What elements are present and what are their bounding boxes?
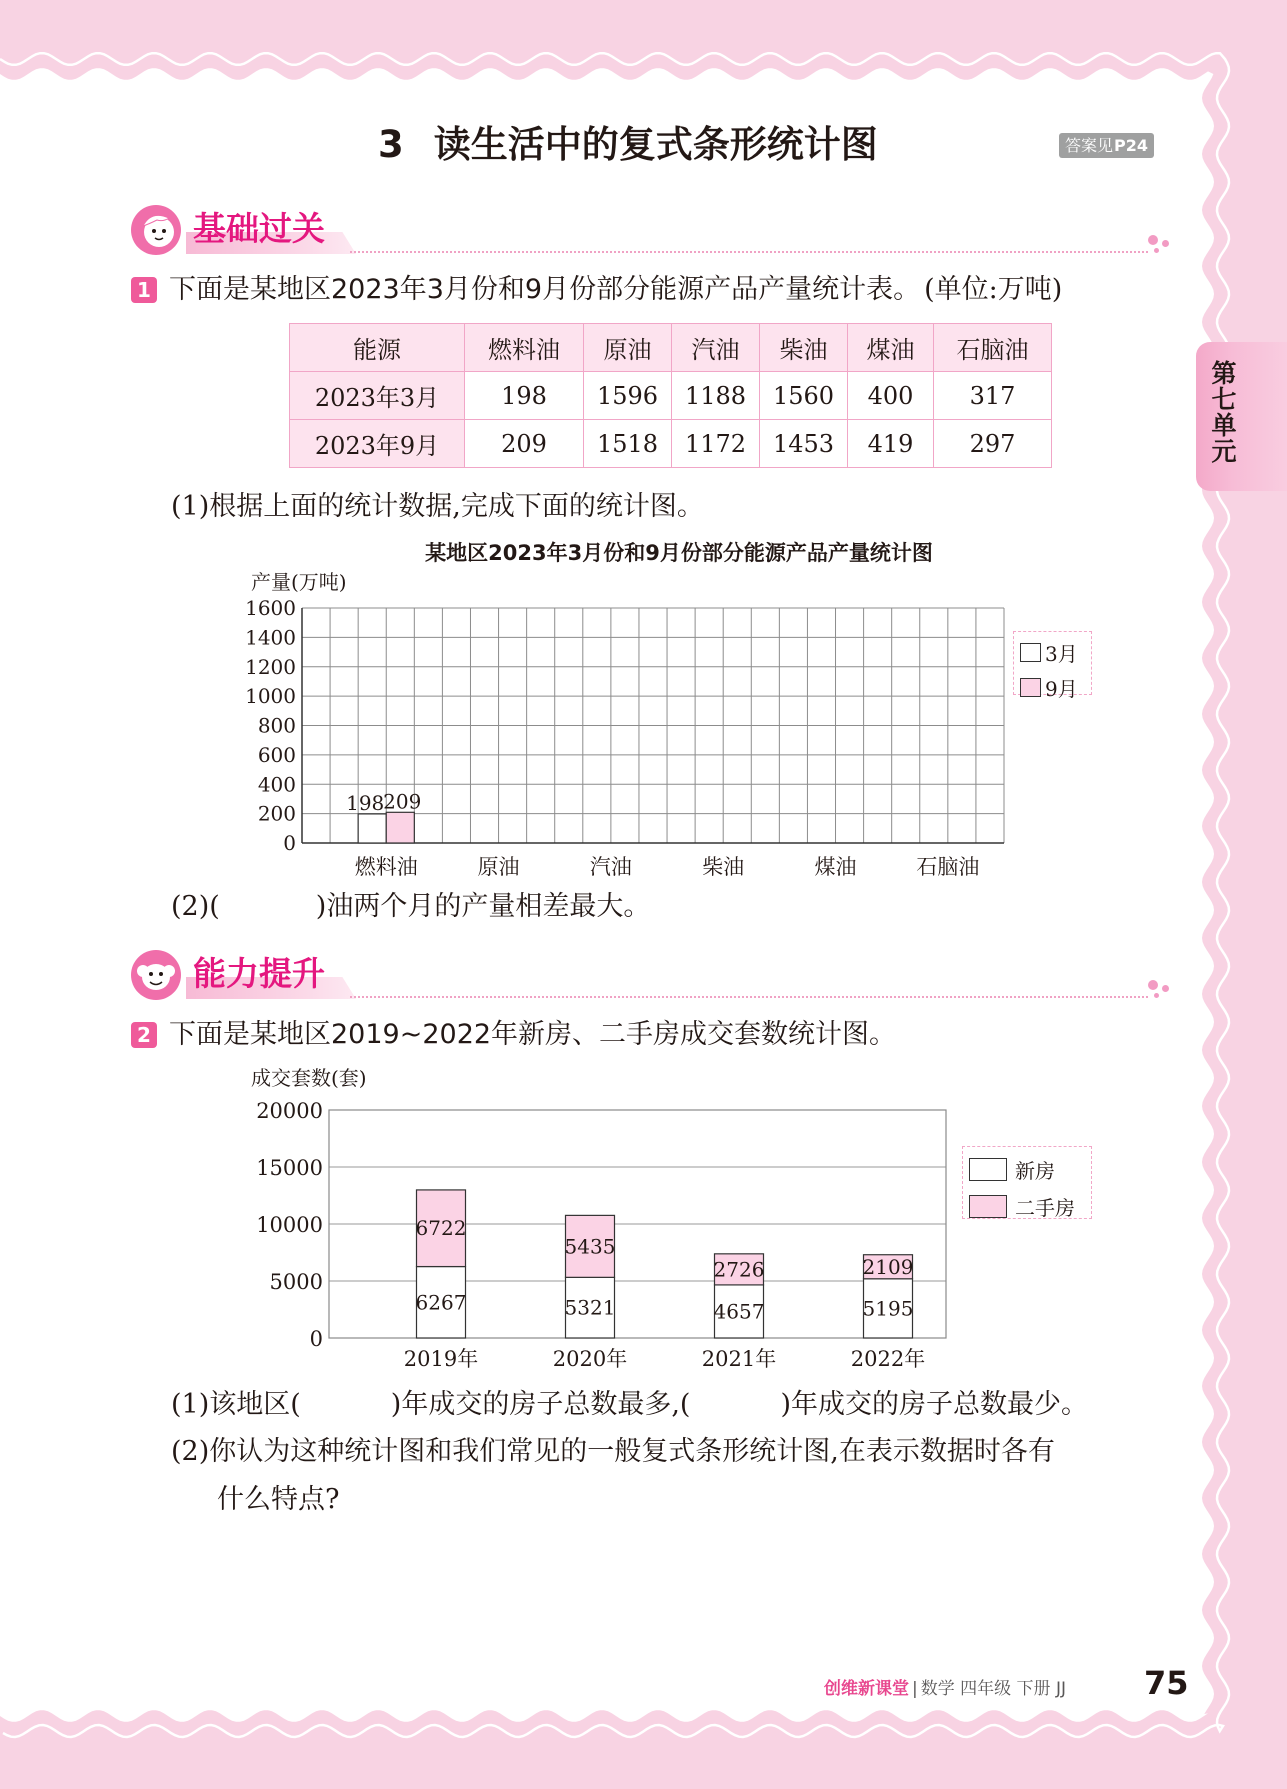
table-header-cell: 柴油 [760,324,848,372]
table-cell: 1188 [672,372,760,420]
unit-tab [1196,342,1287,491]
table-row [290,372,1052,420]
y-tick-label: 5000 [269,1270,323,1294]
section-heading-advanced: 能力提升 [193,954,325,993]
table-header-cell: 石脑油 [934,324,1052,372]
table-cell: 1560 [760,372,848,420]
x-tick-label: 石脑油 [916,855,980,879]
lesson-title [378,120,878,170]
table-row-label: 2023年9月 [290,420,465,468]
y-tick-label: 1600 [245,596,296,620]
legend-item [1020,673,1091,702]
table-cell: 400 [848,372,934,420]
bar-data-label: 4657 [713,1299,765,1324]
mascot-girl-icon [129,204,183,256]
y-tick-label: 1200 [245,654,296,679]
sub-question-2-2: (2)你认为这种统计图和我们常见的一般复式条形统计图,在表示数据时各有 [171,1436,1055,1467]
x-tick-label: 柴油 [702,855,745,879]
divider-dot [1154,248,1159,253]
answer-reference-page: P24 [1114,136,1149,155]
footer-book-details: 数学 四年级 下册 JJ [920,1679,1066,1699]
divider-dot [1162,240,1169,247]
y-tick-label: 400 [257,772,296,797]
table-header-cell: 汽油 [672,324,760,372]
table-cell: 1518 [584,420,672,468]
x-tick-label: 2022年 [850,1347,926,1371]
x-tick-label: 2021年 [701,1347,777,1371]
question-prompt-text: 下面是某地区2023年3月份和9月份部分能源产品产量统计表。 [169,274,921,305]
footer-book-info [824,1674,1066,1699]
energy-production-table [289,323,1052,468]
bar-3月 [358,814,386,843]
table-cell: 198 [465,372,584,420]
x-tick-label: 2019年 [403,1347,479,1371]
page-number: 75 [1144,1664,1189,1702]
table-header-row [290,324,1052,372]
table-cell: 317 [934,372,1052,420]
table-header-cell: 煤油 [848,324,934,372]
lesson-title-text: 读生活中的复式条形统计图 [433,123,878,166]
legend-label: 9月 [1045,677,1078,701]
table-cell: 419 [848,420,934,468]
table-header-cell: 能源 [290,324,465,372]
sub-question-text: )油两个月的产量相差最大。 [315,891,651,922]
legend-swatch-white [969,1158,1007,1181]
chart1-y-axis-label: 产量(万吨) [251,570,347,594]
footer-brand: 创维新课堂 [824,1679,909,1699]
sub-question-1-1: (1)根据上面的统计数据,完成下面的统计图。 [171,491,704,522]
table-cell: 297 [934,420,1052,468]
divider-dot [1148,980,1158,990]
table-header-cell: 燃料油 [465,324,584,372]
legend-label: 二手房 [1015,1196,1075,1220]
bar-data-label: 5195 [862,1296,914,1321]
table-cell: 1596 [584,372,672,420]
bar-data-label: 6722 [415,1216,467,1241]
x-tick-label: 汽油 [589,855,632,879]
sub-question-2-2-continued: 什么特点? [217,1484,340,1515]
table-row [290,420,1052,468]
x-tick-label: 2020年 [552,1347,628,1371]
y-tick-label: 1000 [245,684,296,709]
legend-item [969,1192,1091,1221]
x-tick-label: 燃料油 [354,855,418,879]
bar-data-label: 2109 [862,1254,914,1279]
y-tick-label: 1400 [245,625,296,650]
y-tick-label: 10000 [256,1213,323,1237]
legend-label: 3月 [1045,642,1078,666]
bar-data-label: 198 [346,790,385,815]
sub-question-text: (1)该地区( [171,1389,301,1420]
divider-dot [1148,235,1158,245]
chart1-legend [1013,631,1092,701]
mascot-monkey-icon [129,949,183,1001]
divider-dot [1162,985,1169,992]
footer-separator: | [912,1679,918,1699]
question-number-badge: 1 [131,277,157,303]
legend-label: 新房 [1015,1159,1055,1183]
divider-dot [1154,993,1159,998]
table-row-label: 2023年3月 [290,372,465,420]
x-tick-label: 原油 [477,855,520,879]
answer-reference-label: 答案见 [1065,136,1114,155]
section-divider [350,996,1148,998]
lesson-number: 3 [378,123,404,166]
sub-question-2-1 [171,1387,1088,1423]
sub-question-text: (2)( [171,891,220,922]
y-tick-label: 600 [257,742,296,767]
legend-swatch-pink [969,1195,1007,1218]
y-tick-label: 20000 [256,1099,323,1123]
bar-data-label: 209 [383,789,422,814]
bar-9月 [386,812,414,843]
chart1-plot [200,520,1020,880]
table-cell: 209 [465,420,584,468]
y-tick-label: 200 [257,801,296,826]
unit-note: (单位:万吨) [924,274,1063,305]
legend-swatch-pink [1020,678,1041,697]
y-tick-label: 800 [257,713,296,738]
unit-tab-label: 第七单元 [1208,360,1237,464]
bar-data-label: 5321 [564,1295,616,1320]
question-prompt [169,272,1062,308]
chart2-y-axis-label: 成交套数(套) [251,1066,367,1090]
y-tick-label: 15000 [256,1156,323,1180]
legend-item [969,1155,1091,1184]
chart1-title: 某地区2023年3月份和9月份部分能源产品产量统计图 [425,541,933,565]
y-tick-label: 0 [309,1327,323,1351]
y-tick-label: 0 [283,831,296,855]
table-cell: 1453 [760,420,848,468]
chart2-legend [962,1146,1092,1219]
legend-swatch-white [1020,643,1041,662]
bar-data-label: 6267 [415,1290,467,1315]
legend-item [1020,638,1091,667]
answer-reference-badge [1059,133,1154,158]
table-header-cell: 原油 [584,324,672,372]
question-number-badge: 2 [131,1022,157,1048]
sub-question-1-2 [171,889,650,925]
chart2-plot [220,1090,960,1390]
sub-question-text: )年成交的房子总数最多,( [390,1389,691,1420]
sub-question-text: )年成交的房子总数最少。 [780,1389,1088,1420]
section-heading-basics: 基础过关 [193,209,325,248]
x-tick-label: 煤油 [814,855,857,879]
bar-data-label: 5435 [564,1234,616,1259]
section-divider [350,251,1148,253]
question-prompt: 下面是某地区2019~2022年新房、二手房成交套数统计图。 [169,1019,897,1050]
bar-data-label: 2726 [713,1257,765,1282]
table-cell: 1172 [672,420,760,468]
